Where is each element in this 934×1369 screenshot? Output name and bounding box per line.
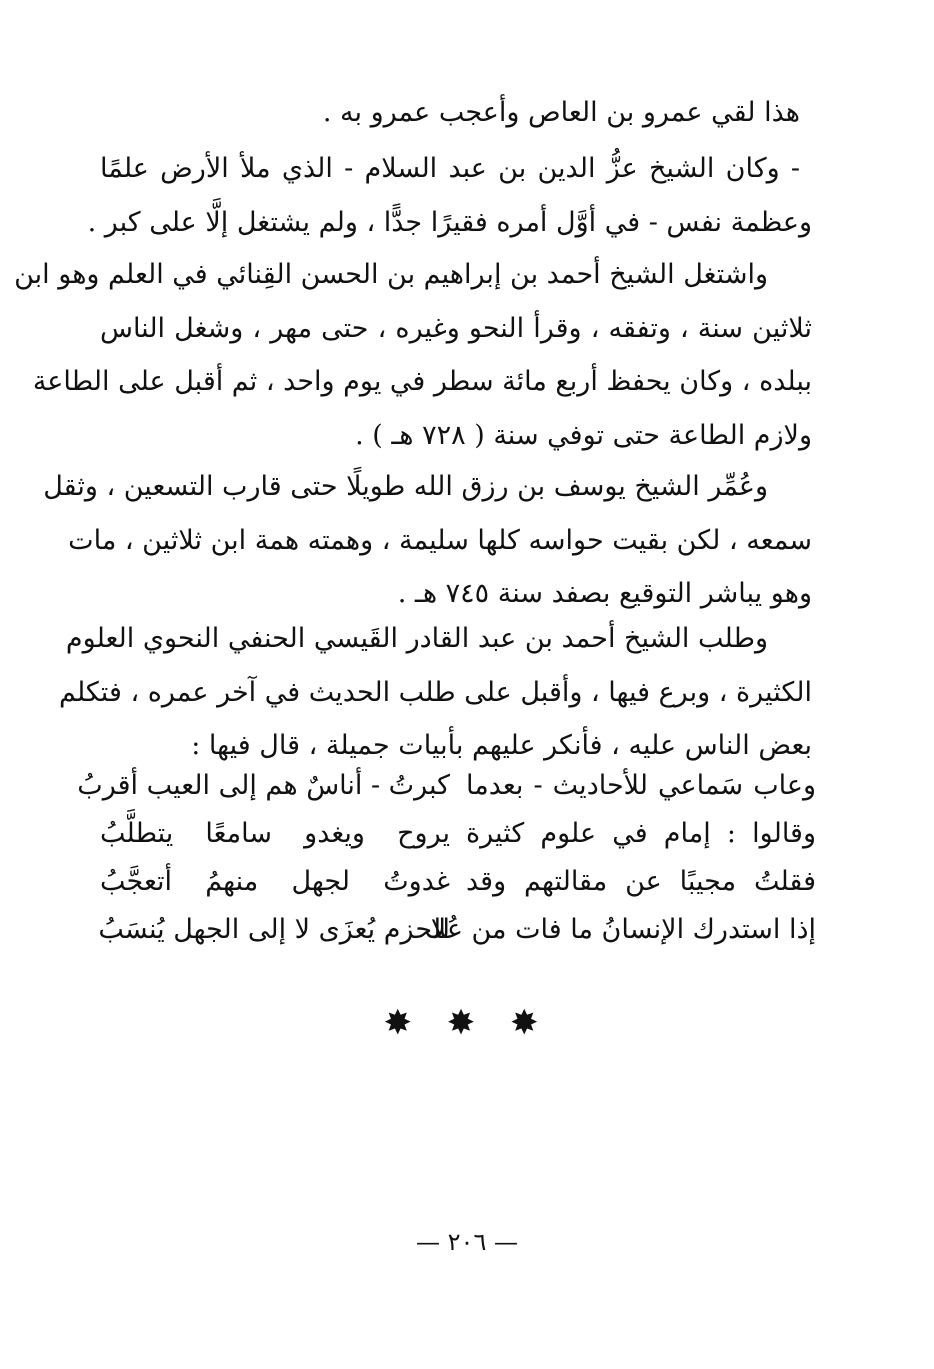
text-line: واشتغل الشيخ أحمد بن إبراهيم بن الحسن القِنائي في العلم وهو ابن — [14, 259, 768, 290]
text-line: بعض الناس عليه ، فأنكر عليهم بأبيات جميلة ، قال فيها : — [191, 730, 812, 761]
verse-second-hemistich: كبرتُ - أناسٌ هم إلى العيب أقربُ — [77, 770, 450, 801]
paragraph-4 — [43, 460, 812, 621]
paragraph-5 — [58, 612, 812, 773]
poem-verse — [100, 858, 816, 906]
paragraph-3 — [14, 248, 812, 462]
paragraph-1 — [100, 86, 812, 140]
verse-first-hemistich: فقلتُ مجيبًا عن مقالتهم وقد — [466, 866, 816, 897]
poem — [77, 762, 816, 954]
text-line: وطلب الشيخ أحمد بن عبد القادر القَيسي الحنفي النحوي العلوم — [65, 623, 768, 654]
page-number: — ٢٠٦ — — [416, 1228, 518, 1256]
section-ornament: ✸ ✸ ✸ — [383, 1003, 551, 1043]
verse-first-hemistich: وعاب سَماعي للأحاديث - بعدما — [466, 770, 816, 801]
poem-verse — [77, 762, 816, 810]
text-line: وعُمِّر الشيخ يوسف بن رزق الله طويلًا حتى قارب التسعين ، وثقل — [43, 471, 768, 502]
poem-verse — [100, 906, 816, 954]
text-line: وعظمة نفس - في أوَّل أمره فقيرًا جدًّا ، ولم يشتغل إلَّا على كبر . — [87, 206, 812, 238]
verse-second-hemistich: يروح ويغدو سامعًا يتطلَّبُ — [100, 818, 450, 849]
text-line: سمعه ، لكن بقيت حواسه كلها سليمة ، وهمته همة ابن ثلاثين ، مات — [68, 524, 812, 556]
text-line: ثلاثين سنة ، وتفقه ، وقرأ النحو وغيره ، حتى مهر ، وشغل الناس — [100, 312, 812, 344]
text-line: هذا لقي عمرو بن العاص وأعجب عمرو به . — [322, 97, 800, 128]
text-line: وهو يباشر التوقيع بصفد سنة ٧٤٥ هـ . — [397, 578, 812, 609]
verse-first-hemistich: إذا استدرك الإنسانُ ما فات من عُلا — [430, 914, 816, 945]
verse-second-hemistich: للحزم يُعزَى لا إلى الجهل يُنسَبُ — [98, 914, 450, 945]
verse-second-hemistich: غدوتُ لجهل منهمُ أتعجَّبُ — [100, 866, 450, 897]
text-line: ولازم الطاعة حتى توفي سنة ( ٧٢٨ هـ ) . — [355, 419, 812, 451]
poem-verse — [100, 810, 816, 858]
text-line: - وكان الشيخ عزُّ الدين بن عبد السلام - الذي ملأ الأرض علمًا — [100, 153, 800, 184]
text-line: الكثيرة ، وبرع فيها ، وأقبل على طلب الحديث في آخر عمره ، فتكلم — [58, 676, 812, 708]
verse-first-hemistich: وقالوا : إمام في علوم كثيرة — [466, 818, 816, 849]
text-line: ببلده ، وكان يحفظ أربع مائة سطر في يوم واحد ، ثم أقبل على الطاعة — [32, 366, 812, 397]
paragraph-2 — [87, 142, 812, 249]
